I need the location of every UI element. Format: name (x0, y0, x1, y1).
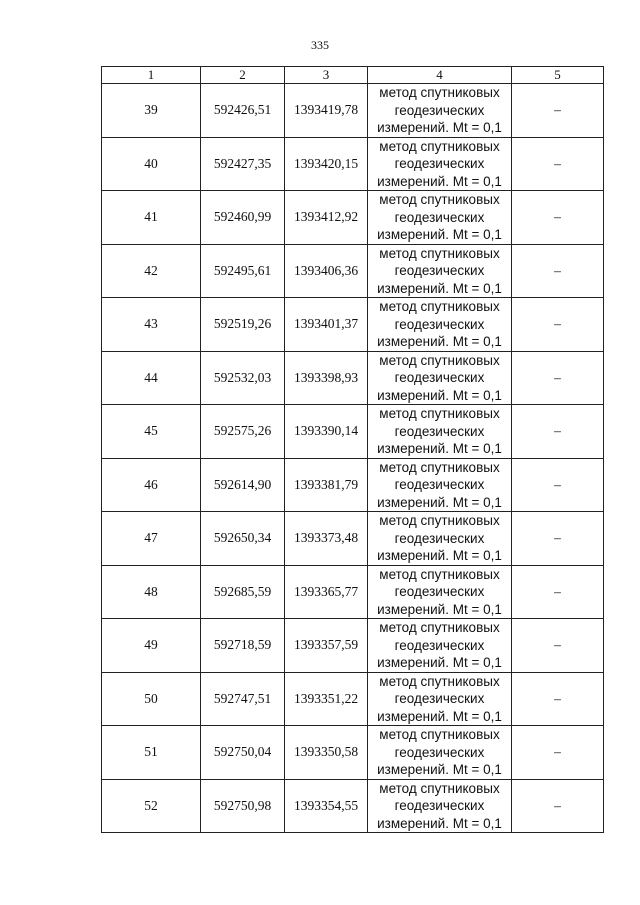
y-coordinate-cell: 1393390,14 (285, 405, 368, 459)
x-coordinate-cell: 592575,26 (201, 405, 285, 459)
method-line: измерений. Mt = 0,1 (377, 173, 502, 189)
table-row (102, 565, 604, 619)
table-row (102, 672, 604, 726)
method-line: геодезических (394, 530, 485, 546)
table-row (102, 137, 604, 191)
point-number-cell: 39 (102, 84, 201, 138)
method-cell (368, 191, 512, 245)
table-row (102, 191, 604, 245)
y-coordinate-cell: 1393373,48 (285, 512, 368, 566)
method-line: геодезических (394, 477, 485, 492)
x-coordinate-cell: 592460,99 (201, 191, 285, 245)
method-line: метод спутниковых (379, 138, 500, 154)
coordinates-table (101, 66, 604, 833)
method-line: измерений. Mt = 0,1 (377, 708, 502, 724)
x-coordinate-cell: 592532,03 (201, 351, 285, 405)
method-line: геодезических (394, 156, 485, 171)
table-row (102, 298, 604, 352)
point-number-cell: 40 (102, 137, 201, 191)
x-coordinate-cell: 592750,98 (201, 779, 285, 833)
y-coordinate-cell: 1393381,79 (285, 458, 368, 512)
point-number-cell: 45 (102, 405, 201, 459)
table-row (102, 244, 604, 298)
table-row (102, 619, 604, 673)
column-5-cell: – (512, 672, 604, 726)
x-coordinate-cell: 592750,04 (201, 726, 285, 780)
column-5-cell: – (512, 458, 604, 512)
method-line: метод спутниковых (379, 352, 500, 368)
point-number-cell: 48 (102, 565, 201, 619)
method-line: измерений. Mt = 0,1 (377, 655, 502, 670)
y-coordinate-cell: 1393351,22 (285, 672, 368, 726)
method-line: геодезических (394, 744, 485, 760)
method-cell (368, 405, 512, 459)
method-line: метод спутниковых (379, 245, 500, 261)
method-line: измерений. Mt = 0,1 (377, 334, 502, 349)
column-header: 3 (285, 67, 368, 84)
x-coordinate-cell: 592718,59 (201, 619, 285, 673)
table-row (102, 512, 604, 566)
column-5-cell: – (512, 244, 604, 298)
table-row (102, 405, 604, 459)
method-cell (368, 779, 512, 833)
method-line: метод спутниковых (379, 673, 500, 689)
method-line: измерений. Mt = 0,1 (377, 762, 502, 777)
y-coordinate-cell: 1393420,15 (285, 137, 368, 191)
method-line: метод спутниковых (379, 192, 500, 207)
method-line: метод спутниковых (379, 780, 500, 796)
method-cell (368, 619, 512, 673)
x-coordinate-cell: 592426,51 (201, 84, 285, 138)
point-number-cell: 42 (102, 244, 201, 298)
method-line: геодезических (394, 691, 485, 706)
column-5-cell: – (512, 565, 604, 619)
method-line: геодезических (394, 798, 485, 813)
y-coordinate-cell: 1393357,59 (285, 619, 368, 673)
x-coordinate-cell: 592685,59 (201, 565, 285, 619)
point-number-cell: 41 (102, 191, 201, 245)
method-line: измерений. Mt = 0,1 (377, 280, 502, 296)
y-coordinate-cell: 1393354,55 (285, 779, 368, 833)
point-number-cell: 47 (102, 512, 201, 566)
table-row (102, 458, 604, 512)
method-line: геодезических (394, 102, 485, 118)
method-cell (368, 512, 512, 566)
y-coordinate-cell: 1393406,36 (285, 244, 368, 298)
column-5-cell: – (512, 191, 604, 245)
column-5-cell: – (512, 726, 604, 780)
x-coordinate-cell: 592495,61 (201, 244, 285, 298)
column-header: 5 (512, 67, 604, 84)
method-line: метод спутниковых (379, 727, 500, 742)
y-coordinate-cell: 1393398,93 (285, 351, 368, 405)
table-row (102, 351, 604, 405)
method-line: измерений. Mt = 0,1 (377, 815, 502, 831)
method-line: метод спутниковых (379, 459, 500, 475)
method-line: геодезических (394, 263, 485, 278)
method-cell (368, 298, 512, 352)
point-number-cell: 49 (102, 619, 201, 673)
method-line: геодезических (394, 423, 485, 439)
method-line: геодезических (394, 316, 485, 332)
point-number-cell: 52 (102, 779, 201, 833)
method-line: измерений. Mt = 0,1 (377, 120, 502, 135)
method-line: геодезических (394, 637, 485, 653)
column-5-cell: – (512, 84, 604, 138)
method-line: геодезических (394, 209, 485, 225)
method-cell (368, 244, 512, 298)
table-row (102, 726, 604, 780)
method-line: метод спутниковых (379, 513, 500, 528)
method-cell (368, 726, 512, 780)
column-5-cell: – (512, 779, 604, 833)
y-coordinate-cell: 1393412,92 (285, 191, 368, 245)
table-row (102, 84, 604, 138)
method-cell (368, 672, 512, 726)
column-5-cell: – (512, 512, 604, 566)
column-header: 2 (201, 67, 285, 84)
x-coordinate-cell: 592519,26 (201, 298, 285, 352)
y-coordinate-cell: 1393365,77 (285, 565, 368, 619)
method-line: метод спутниковых (379, 566, 500, 582)
method-line: измерений. Mt = 0,1 (377, 494, 502, 510)
method-line: метод спутниковых (379, 406, 500, 421)
y-coordinate-cell: 1393401,37 (285, 298, 368, 352)
column-5-cell: – (512, 619, 604, 673)
x-coordinate-cell: 592614,90 (201, 458, 285, 512)
method-cell (368, 351, 512, 405)
method-line: геодезических (394, 370, 485, 385)
column-header: 1 (102, 67, 201, 84)
page-number: 335 (311, 38, 329, 52)
y-coordinate-cell: 1393419,78 (285, 84, 368, 138)
method-cell (368, 458, 512, 512)
x-coordinate-cell: 592650,34 (201, 512, 285, 566)
method-cell (368, 565, 512, 619)
column-5-cell: – (512, 298, 604, 352)
method-cell (368, 84, 512, 138)
point-number-cell: 51 (102, 726, 201, 780)
point-number-cell: 44 (102, 351, 201, 405)
column-5-cell: – (512, 351, 604, 405)
method-cell (368, 137, 512, 191)
method-line: метод спутниковых (379, 85, 500, 100)
x-coordinate-cell: 592427,35 (201, 137, 285, 191)
point-number-cell: 46 (102, 458, 201, 512)
column-5-cell: – (512, 137, 604, 191)
point-number-cell: 43 (102, 298, 201, 352)
column-header: 4 (368, 67, 512, 84)
method-line: измерений. Mt = 0,1 (377, 548, 502, 563)
method-line: измерений. Mt = 0,1 (377, 227, 502, 242)
table-row (102, 779, 604, 833)
method-line: измерений. Mt = 0,1 (377, 601, 502, 617)
method-line: измерений. Mt = 0,1 (377, 387, 502, 403)
y-coordinate-cell: 1393350,58 (285, 726, 368, 780)
point-number-cell: 50 (102, 672, 201, 726)
method-line: измерений. Mt = 0,1 (377, 441, 502, 456)
x-coordinate-cell: 592747,51 (201, 672, 285, 726)
column-5-cell: – (512, 405, 604, 459)
method-line: метод спутниковых (379, 299, 500, 314)
method-line: метод спутниковых (379, 620, 500, 635)
method-line: геодезических (394, 584, 485, 599)
table-header-row (102, 67, 604, 84)
